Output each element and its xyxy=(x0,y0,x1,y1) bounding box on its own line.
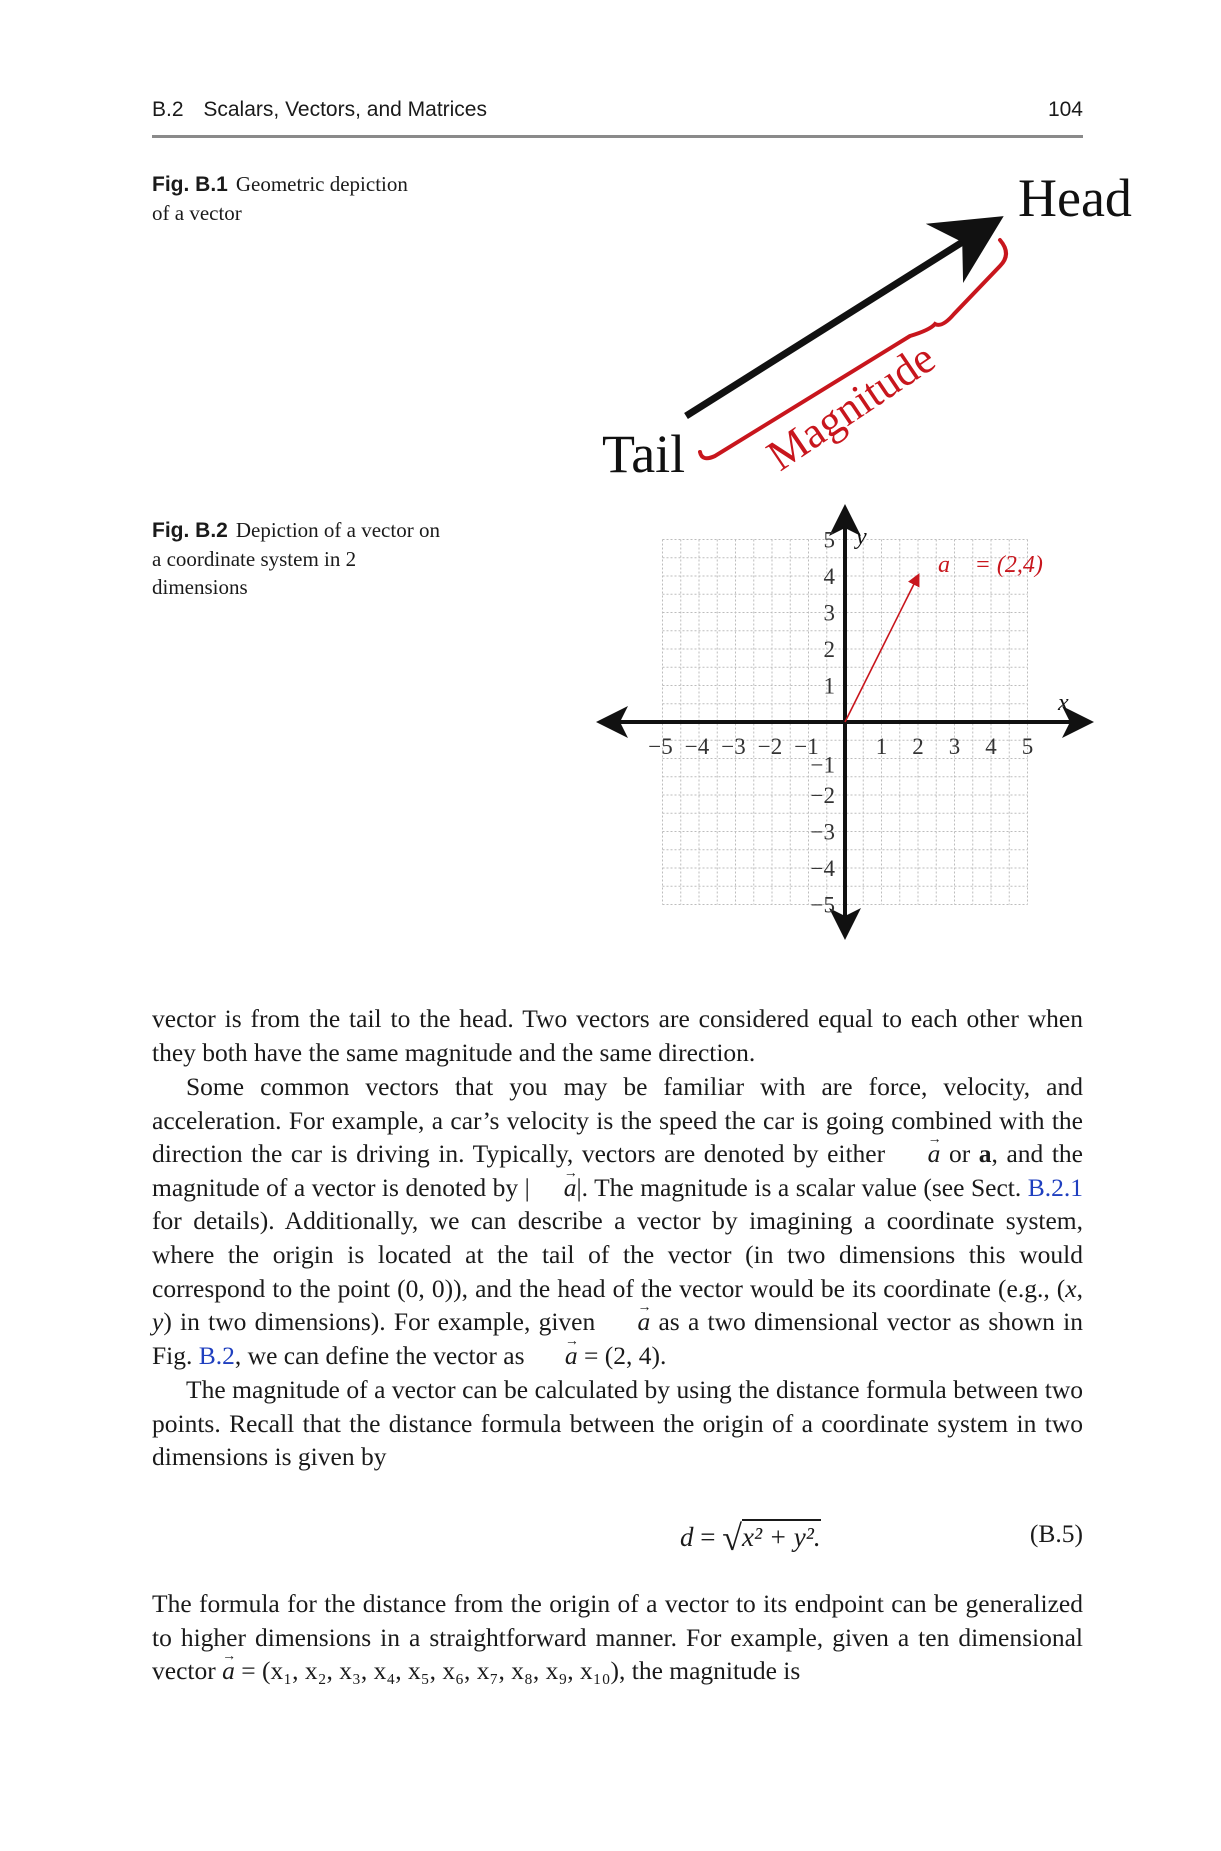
p4-text-b: = (x₁, x₂, x₃, x₄, x₅, x₆, x₇, x₈, x₉, x₁₀), the magnitude is xyxy=(234,1656,801,1686)
section-link[interactable]: B.2.1 xyxy=(1027,1172,1084,1202)
header-section-number: B.2 xyxy=(152,98,184,121)
figure-b1-label: Fig. B.1 xyxy=(152,173,228,196)
vector-symbol-a: → a xyxy=(531,1339,578,1373)
p2-text-c: , and the magnitude of a vector is denoted by | xyxy=(152,1139,1083,1202)
y-tick-label: 2 xyxy=(823,637,835,662)
paragraph-3: The magnitude of a vector can be calculated by using the distance formula between two points. Recall that the distance formula between the origin of a coordinate system in two dimensions is given by xyxy=(152,1375,1083,1472)
header-section xyxy=(152,98,487,122)
p2-text-h: as a two dimensional vector as shown in Fig. xyxy=(152,1307,1083,1370)
vector-symbol-a: → a xyxy=(603,1305,650,1339)
paragraph-4 xyxy=(152,1587,1083,1688)
p2-text-i: , we can define the vector as xyxy=(234,1340,531,1370)
x-tick-label: 3 xyxy=(948,734,961,759)
y-tick-label: −1 xyxy=(810,752,835,778)
equation-lhs: d xyxy=(680,1522,694,1552)
tail-label: Tail xyxy=(602,424,686,484)
p2-text-g: ) in two dimensions). For example, given xyxy=(163,1307,604,1337)
header-section-title: Scalars, Vectors, and Matrices xyxy=(203,98,487,121)
magnitude-label: Magnitude xyxy=(758,333,944,481)
figure-b2-coordinate-plane xyxy=(600,520,1090,930)
equation-number: (B.5) xyxy=(1029,1519,1083,1548)
symbol-y: y xyxy=(152,1307,164,1337)
bold-symbol-a: a xyxy=(978,1139,992,1169)
running-header xyxy=(152,98,1083,128)
equation-rhs: x² + y². xyxy=(742,1522,821,1552)
p4-text-a: The formula for the distance from the origin of a vector to its endpoint can be generalized to higher dimensions in a straightforward manner. For example, given a ten dimensional vector xyxy=(152,1589,1083,1686)
figure-b1-caption-text: Geometric depiction of a vector xyxy=(152,172,408,225)
y-tick-label: −3 xyxy=(810,819,835,845)
x-tick-label: −2 xyxy=(757,734,783,759)
paragraph-2 xyxy=(152,1070,1083,1372)
figure-b2-caption-text: Depiction of a vector on a coordinate system in 2 dimensions xyxy=(152,518,440,599)
y-tick-label: 4 xyxy=(823,564,835,589)
p2-text-j: = (2, 4). xyxy=(577,1340,667,1370)
x-tick-label: −1 xyxy=(794,734,819,759)
figure-link[interactable]: B.2 xyxy=(198,1340,235,1370)
x-tick-label: 4 xyxy=(985,734,997,759)
p2-text-f: , xyxy=(1076,1273,1083,1303)
symbol-x: x xyxy=(1065,1273,1077,1303)
y-axis-label: y xyxy=(856,524,867,550)
figure-b2-caption xyxy=(152,516,452,601)
vector-a-label: a⃗ = (2,4) xyxy=(938,552,1043,578)
header-rule xyxy=(152,135,1083,138)
p2-text-d: |. The magnitude is a scalar value (see Sect. xyxy=(576,1172,1028,1202)
figure-b2-label: Fig. B.2 xyxy=(152,519,228,542)
vector-symbol-a: → a xyxy=(222,1654,235,1688)
vector-symbol-a: → a xyxy=(530,1171,577,1205)
head-label: Head xyxy=(1018,168,1132,228)
figure-b1-caption xyxy=(152,170,412,227)
x-tick-label: 5 xyxy=(1021,734,1034,759)
x-axis-label: x xyxy=(1058,690,1069,716)
y-tick-label: 5 xyxy=(823,527,835,553)
y-tick-label: 3 xyxy=(823,600,835,626)
page-number: 104 xyxy=(1047,98,1083,121)
figure-b1-vector-diagram xyxy=(590,160,1132,490)
p2-text-a: Some common vectors that you may be familiar with are force, velocity, and acceleration. For example, a car’s velocity is the speed the car is going combined with the direction the car is driving in. Typically, vectors are denoted by either xyxy=(152,1072,1083,1169)
p2-text-e: for details). Additionally, we can describe a vector by imagining a coordinate system, where the origin is located at the tail of the vector (in two dimensions this would correspond to the point (0, 0)), and the head of the vector would be its coordinate (e.g., ( xyxy=(152,1206,1083,1303)
x-tick-label: 1 xyxy=(875,734,888,759)
equation-b5 xyxy=(152,1513,1083,1563)
p2-text-b: or xyxy=(940,1139,979,1169)
y-tick-label: −4 xyxy=(810,856,835,881)
x-tick-label: 2 xyxy=(912,734,924,759)
vector-symbol-a: → a xyxy=(894,1137,941,1171)
x-tick-label: −3 xyxy=(721,734,746,759)
y-tick-label: −5 xyxy=(810,892,835,918)
y-tick-label: −2 xyxy=(810,783,835,808)
y-tick-label: 1 xyxy=(823,673,835,699)
x-tick-label: −4 xyxy=(684,734,710,759)
paragraph-1: vector is from the tail to the head. Two vectors are considered equal to each other when they both have the same magnitude and the same direction. xyxy=(152,1004,1083,1067)
x-tick-label: −5 xyxy=(648,734,673,759)
equation-formula: d = √x² + y². xyxy=(680,1518,821,1558)
